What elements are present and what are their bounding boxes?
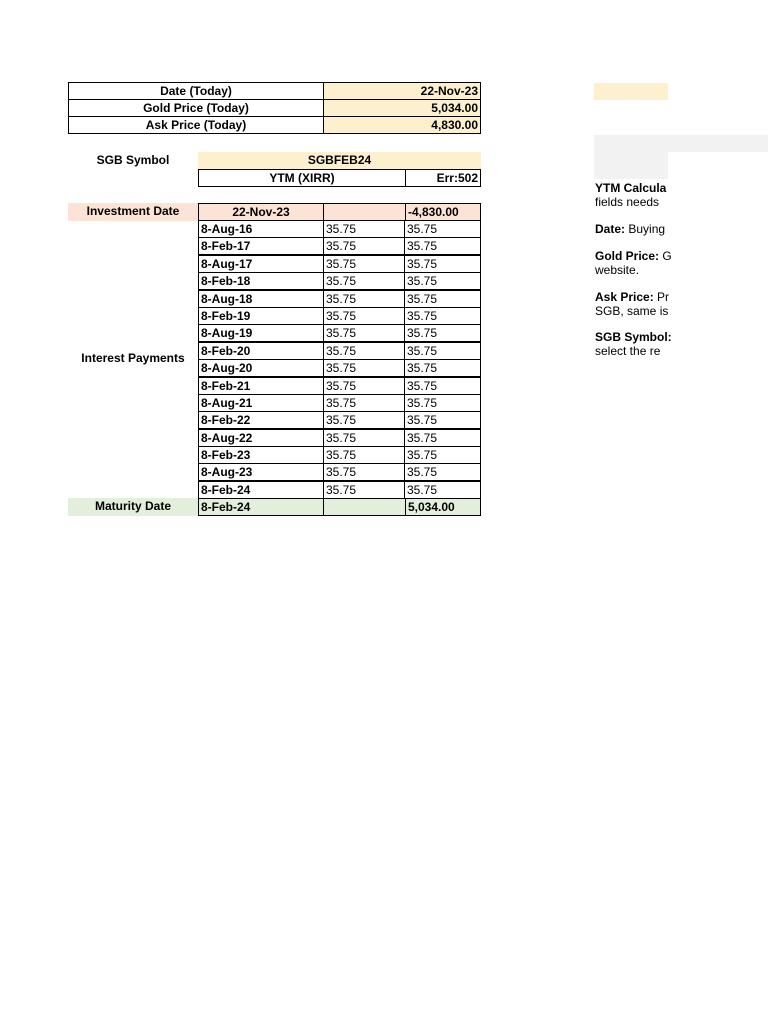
payment-cashflow-cell[interactable]: 35.75 xyxy=(404,255,481,273)
table-row xyxy=(198,290,481,307)
payment-cashflow-cell[interactable]: 35.75 xyxy=(404,481,481,499)
payment-date-cell[interactable]: 8-Aug-23 xyxy=(198,463,324,481)
payment-cashflow-cell[interactable]: 35.75 xyxy=(404,411,481,429)
payment-amount-cell[interactable]: 35.75 xyxy=(323,342,405,360)
notes-panel-bg-right xyxy=(668,135,768,152)
payment-amount-cell[interactable]: 35.75 xyxy=(323,429,405,447)
table-row xyxy=(198,446,481,463)
sgb-symbol-label: SGB Symbol xyxy=(96,153,170,167)
date-value-cell[interactable]: 22-Nov-23 xyxy=(323,82,481,100)
note-ytm-line2: fields needs xyxy=(595,195,660,209)
payment-date-cell[interactable]: 8-Feb-17 xyxy=(198,237,324,255)
ask-price-value-cell[interactable]: 4,830.00 xyxy=(323,116,481,134)
note-sgb xyxy=(595,330,672,358)
investment-date-cell[interactable]: 22-Nov-23 xyxy=(198,203,324,221)
payment-cashflow-cell[interactable]: 35.75 xyxy=(404,446,481,464)
payment-cashflow-cell[interactable]: 35.75 xyxy=(404,394,481,412)
interest-payments-table xyxy=(198,220,481,498)
table-row xyxy=(198,307,481,324)
sgb-symbol-select[interactable]: SGBFEB24 xyxy=(198,152,481,170)
payment-date-cell[interactable]: 8-Feb-18 xyxy=(198,272,324,290)
payment-date-cell[interactable]: 8-Aug-19 xyxy=(198,324,324,342)
note-gold-line2: website. xyxy=(595,263,640,277)
payment-cashflow-cell[interactable]: 35.75 xyxy=(404,324,481,342)
note-ytm-title: YTM Calcula xyxy=(595,181,667,195)
table-row xyxy=(198,220,481,237)
gold-price-label: Gold Price (Today) xyxy=(68,99,324,117)
payment-date-cell[interactable]: 8-Aug-22 xyxy=(198,429,324,447)
maturity-date-cell[interactable]: 8-Feb-24 xyxy=(198,498,324,516)
payment-cashflow-cell[interactable]: 35.75 xyxy=(404,307,481,325)
payment-amount-cell[interactable]: 35.75 xyxy=(323,359,405,377)
table-row xyxy=(198,377,481,394)
note-date-text: Buying xyxy=(625,222,666,236)
investment-date-label: Investment Date xyxy=(68,203,198,221)
payment-cashflow-cell[interactable]: 35.75 xyxy=(404,463,481,481)
table-row xyxy=(198,481,481,498)
note-date xyxy=(595,222,668,236)
note-ask xyxy=(595,290,668,318)
table-row xyxy=(198,237,481,254)
maturity-empty-cell[interactable] xyxy=(323,498,406,516)
maturity-amount-cell[interactable]: 5,034.00 xyxy=(405,498,481,516)
payment-amount-cell[interactable]: 35.75 xyxy=(323,481,405,499)
payment-cashflow-cell[interactable]: 35.75 xyxy=(404,272,481,290)
payment-amount-cell[interactable]: 35.75 xyxy=(323,463,405,481)
note-gold-bold: Gold Price: xyxy=(595,249,660,263)
payment-date-cell[interactable]: 8-Aug-16 xyxy=(198,220,324,238)
payment-date-cell[interactable]: 8-Feb-24 xyxy=(198,481,324,499)
note-gold-text: G xyxy=(659,249,672,263)
note-date-bold: Date: xyxy=(595,222,626,236)
investment-empty-cell[interactable] xyxy=(323,203,406,221)
payment-amount-cell[interactable]: 35.75 xyxy=(323,272,405,290)
payment-date-cell[interactable]: 8-Feb-22 xyxy=(198,411,324,429)
interest-payments-label: Interest Payments xyxy=(81,351,185,365)
note-sgb-bold: SGB Symbol: xyxy=(595,330,672,344)
payment-date-cell[interactable]: 8-Feb-21 xyxy=(198,377,324,395)
table-row xyxy=(198,359,481,376)
payment-date-cell[interactable]: 8-Aug-20 xyxy=(198,359,324,377)
note-ytm xyxy=(595,181,668,209)
table-row xyxy=(198,411,481,428)
table-row xyxy=(198,463,481,480)
payment-amount-cell[interactable]: 35.75 xyxy=(323,237,405,255)
payment-amount-cell[interactable]: 35.75 xyxy=(323,290,405,308)
gold-price-value-cell[interactable]: 5,034.00 xyxy=(323,99,481,117)
payment-date-cell[interactable]: 8-Aug-21 xyxy=(198,394,324,412)
payment-cashflow-cell[interactable]: 35.75 xyxy=(404,377,481,395)
payment-cashflow-cell[interactable]: 35.75 xyxy=(404,429,481,447)
note-ask-bold: Ask Price: xyxy=(595,290,654,304)
date-label: Date (Today) xyxy=(68,82,324,100)
payment-amount-cell[interactable]: 35.75 xyxy=(323,307,405,325)
note-ask-line2: SGB, same is xyxy=(595,304,669,318)
input-highlight-swatch xyxy=(594,83,668,100)
table-row xyxy=(198,429,481,446)
table-row xyxy=(198,255,481,272)
payment-date-cell[interactable]: 8-Aug-18 xyxy=(198,290,324,308)
payment-cashflow-cell[interactable]: 35.75 xyxy=(404,290,481,308)
table-row xyxy=(198,394,481,411)
payment-cashflow-cell[interactable]: 35.75 xyxy=(404,342,481,360)
payment-date-cell[interactable]: 8-Aug-17 xyxy=(198,255,324,273)
payment-amount-cell[interactable]: 35.75 xyxy=(323,220,405,238)
payment-amount-cell[interactable]: 35.75 xyxy=(323,255,405,273)
payment-amount-cell[interactable]: 35.75 xyxy=(323,324,405,342)
payment-cashflow-cell[interactable]: 35.75 xyxy=(404,220,481,238)
note-ask-text: Pr xyxy=(653,290,670,304)
payment-date-cell[interactable]: 8-Feb-23 xyxy=(198,446,324,464)
ytm-value-cell[interactable]: Err:502 xyxy=(405,169,481,187)
payment-date-cell[interactable]: 8-Feb-20 xyxy=(198,342,324,360)
payment-amount-cell[interactable]: 35.75 xyxy=(323,394,405,412)
table-row xyxy=(198,272,481,289)
notes-panel-bg xyxy=(594,135,668,179)
table-row xyxy=(198,324,481,341)
ask-price-label: Ask Price (Today) xyxy=(68,116,324,134)
table-row xyxy=(198,342,481,359)
payment-amount-cell[interactable]: 35.75 xyxy=(323,411,405,429)
payment-cashflow-cell[interactable]: 35.75 xyxy=(404,359,481,377)
payment-amount-cell[interactable]: 35.75 xyxy=(323,377,405,395)
note-sgb-line2: select the re xyxy=(595,344,661,358)
investment-amount-cell[interactable]: -4,830.00 xyxy=(405,203,481,221)
ytm-label: YTM (XIRR) xyxy=(198,169,406,187)
payment-cashflow-cell[interactable]: 35.75 xyxy=(404,237,481,255)
note-gold xyxy=(595,249,672,277)
payment-date-cell[interactable]: 8-Feb-19 xyxy=(198,307,324,325)
maturity-date-label: Maturity Date xyxy=(68,498,198,516)
payment-amount-cell[interactable]: 35.75 xyxy=(323,446,405,464)
